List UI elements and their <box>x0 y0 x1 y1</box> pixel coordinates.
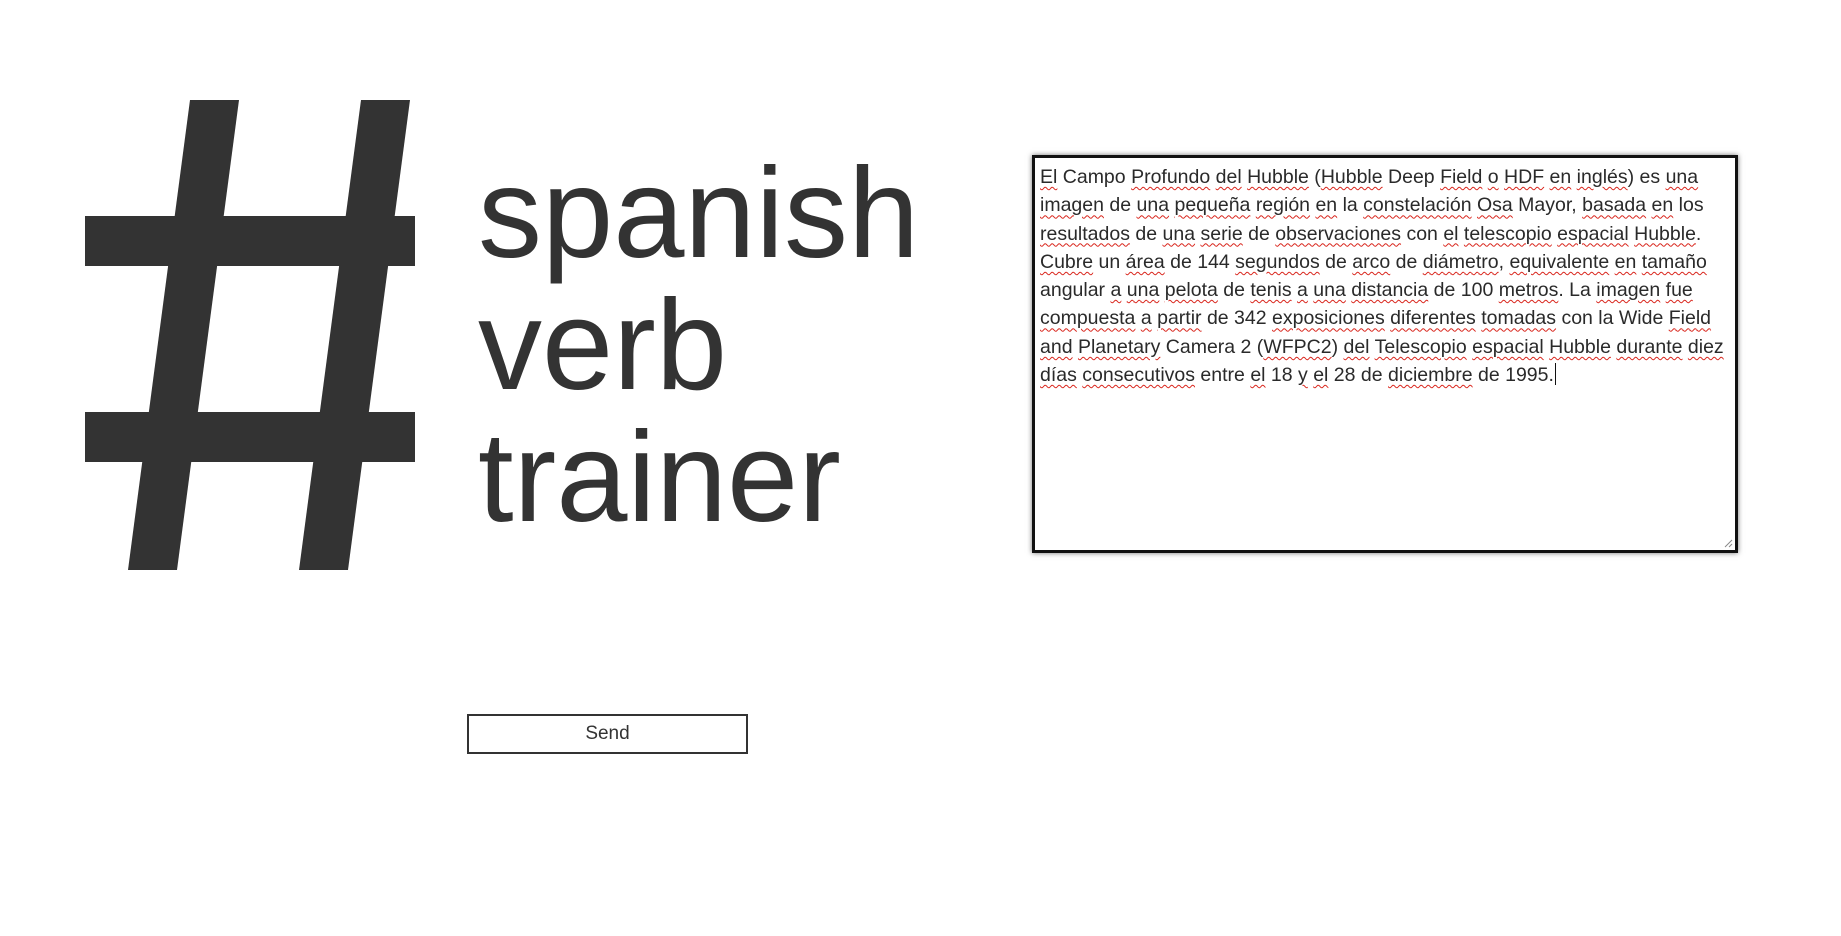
misspelled-word: en <box>1315 194 1338 217</box>
misspelled-word: en <box>1614 250 1637 273</box>
misspelled-word: diámetro <box>1422 250 1499 273</box>
misspelled-word: Planetary <box>1077 335 1161 358</box>
misspelled-word: y <box>1298 364 1308 387</box>
text-run: . La <box>1558 279 1597 302</box>
misspelled-word: arco <box>1352 250 1391 273</box>
send-button[interactable]: Send <box>467 714 748 754</box>
misspelled-word: HDF <box>1504 166 1545 188</box>
misspelled-word: exposiciones <box>1272 307 1385 330</box>
misspelled-word: constelación <box>1363 194 1472 217</box>
misspelled-word: Cubre <box>1040 250 1094 273</box>
misspelled-word: a <box>1110 279 1122 302</box>
misspelled-word: Telescopio <box>1374 335 1467 358</box>
misspelled-word: Hubble <box>1247 166 1309 188</box>
misspelled-word: en <box>1549 166 1572 188</box>
misspelled-word: inglés <box>1576 166 1628 188</box>
misspelled-word: área <box>1125 250 1165 273</box>
misspelled-word: tomadas <box>1481 307 1557 330</box>
misspelled-word: el <box>1313 364 1329 387</box>
misspelled-word: días <box>1040 364 1077 387</box>
misspelled-word: basada <box>1582 194 1647 217</box>
text-run: entre <box>1195 364 1251 387</box>
misspelled-word: del <box>1215 166 1242 188</box>
misspelled-word: el <box>1250 364 1266 387</box>
misspelled-word: del <box>1343 335 1370 358</box>
misspelled-word: tamaño <box>1641 250 1707 273</box>
misspelled-word: tenis <box>1250 279 1292 302</box>
misspelled-word: distancia <box>1351 279 1429 302</box>
text-run: de 342 <box>1201 307 1273 330</box>
text-run: de <box>1319 250 1353 273</box>
text-run: 28 de <box>1328 364 1389 387</box>
misspelled-word: Hubble <box>1320 166 1383 188</box>
misspelled-word: serie <box>1200 222 1243 245</box>
misspelled-word: resultados <box>1040 222 1130 245</box>
misspelled-word: partir <box>1157 307 1202 330</box>
text-run: ) <box>1331 335 1344 358</box>
misspelled-word: espacial <box>1557 222 1629 245</box>
text-run: Campo <box>1062 166 1126 188</box>
misspelled-word: una <box>1162 222 1196 245</box>
misspelled-word: compuesta <box>1040 307 1136 330</box>
misspelled-word: fue <box>1665 279 1693 302</box>
misspelled-word: durante <box>1616 335 1683 358</box>
misspelled-word: el <box>1443 222 1459 245</box>
text-run: angular <box>1040 279 1111 302</box>
misspelled-word: metros <box>1498 279 1559 302</box>
text-run: un <box>1093 250 1126 273</box>
misspelled-word: imagen <box>1040 194 1104 217</box>
misspelled-word: espacial <box>1472 335 1544 358</box>
misspelled-word: o <box>1487 166 1499 188</box>
text-run: de <box>1129 222 1163 245</box>
misspelled-word: pequeña <box>1174 194 1251 217</box>
misspelled-word: Osa <box>1477 194 1513 217</box>
text-run: Camera 2 ( <box>1160 335 1264 358</box>
misspelled-word: a <box>1140 307 1152 330</box>
misspelled-word: una <box>1126 279 1160 302</box>
title-line-spanish: spanish <box>478 142 920 285</box>
text-caret <box>1555 363 1556 385</box>
text-run: la <box>1337 194 1364 217</box>
misspelled-word: una <box>1313 279 1346 302</box>
misspelled-word: and <box>1040 335 1073 358</box>
text-run: de 100 <box>1428 279 1499 302</box>
text-run: de 144 <box>1164 250 1236 273</box>
misspelled-word: diferentes <box>1390 307 1476 330</box>
text-run: con <box>1401 222 1444 245</box>
textarea-content[interactable] <box>1035 158 1735 389</box>
misspelled-word: diciembre <box>1388 364 1473 387</box>
misspelled-word: una <box>1665 166 1699 188</box>
text-run: , <box>1498 250 1510 273</box>
misspelled-word: Hubble <box>1634 222 1696 245</box>
misspelled-word: Field <box>1668 307 1712 330</box>
misspelled-word: telescopio <box>1463 222 1552 245</box>
misspelled-word: consecutivos <box>1082 364 1196 387</box>
misspelled-word: región <box>1255 194 1311 217</box>
text-run: ( <box>1308 166 1321 188</box>
misspelled-word: El <box>1040 166 1058 188</box>
text-run: de <box>1217 279 1251 302</box>
misspelled-word: equivalente <box>1509 250 1610 273</box>
text-run: de <box>1242 222 1276 245</box>
text-run: Deep <box>1382 166 1441 188</box>
misspelled-word: imagen <box>1596 279 1661 302</box>
misspelled-word: Field <box>1440 166 1483 188</box>
sentence-textarea[interactable] <box>1032 155 1738 553</box>
hash-icon <box>85 100 415 570</box>
misspelled-word: Hubble <box>1549 335 1611 358</box>
text-run: de <box>1103 194 1137 217</box>
text-run: . <box>1695 222 1702 245</box>
misspelled-word: una <box>1136 194 1170 217</box>
title-line-trainer: trainer <box>478 406 841 549</box>
text-run: con la Wide <box>1556 307 1669 330</box>
misspelled-word: en <box>1651 194 1674 217</box>
misspelled-word: diez <box>1687 335 1724 358</box>
misspelled-word: observaciones <box>1275 222 1402 245</box>
misspelled-word: a <box>1297 279 1308 302</box>
text-run: Mayor, <box>1512 194 1583 217</box>
text-run: los <box>1673 194 1704 217</box>
title-line-verb: verb <box>478 274 727 417</box>
text-run: de 1995. <box>1472 364 1554 387</box>
text-run: de <box>1390 250 1423 273</box>
resize-handle-icon[interactable] <box>1724 539 1733 548</box>
page-title <box>478 142 920 549</box>
misspelled-word: WFPC2 <box>1263 335 1332 358</box>
misspelled-word: Profundo <box>1131 166 1211 188</box>
text-run: ) es <box>1627 166 1666 188</box>
misspelled-word: segundos <box>1235 250 1320 273</box>
misspelled-word: pelota <box>1164 279 1218 302</box>
text-run: 18 <box>1265 364 1299 387</box>
